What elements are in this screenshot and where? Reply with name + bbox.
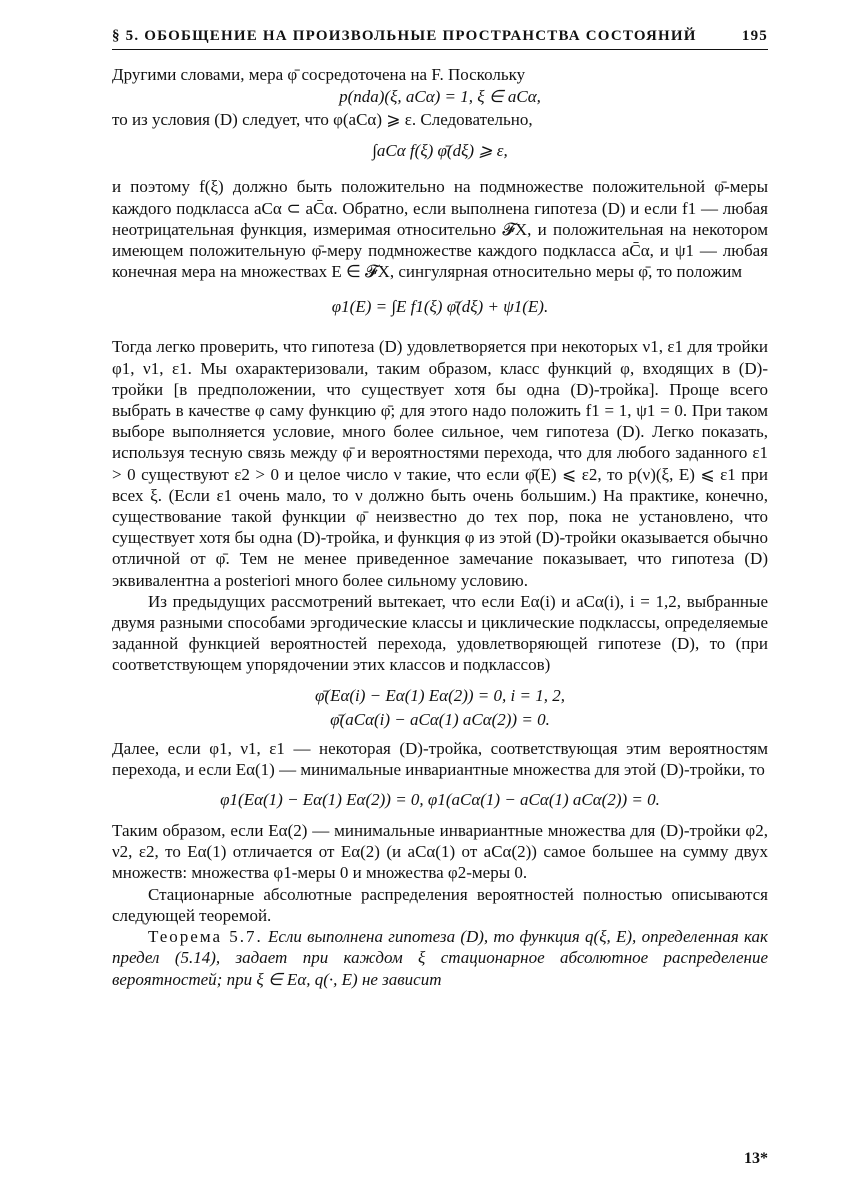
formula-phi1-definition: φ1(E) = ∫E f1(ξ) φ̄(dξ) + ψ1(E). xyxy=(331,297,549,317)
formula-subclass-equality: φ̄(aCα(i) − aCα(1) aCα(2)) = 0. xyxy=(330,709,550,729)
paragraph: Тогда легко проверить, что гипотеза (D) удовлетворяется при некоторых ν1, ε1 для тройки φ1, ν1, ε1. Мы охарактеризовали, таким образом, класс функций φ, входящих в (D)-тройки [в предположении, что существует хотя бы одна (D)-тройка]. Проще всего выбрать в качестве φ саму функцию φ̄; для этого надо положить f1 = 1, ψ1 = 0. При таком выборе выполняется условие, много более сильное, чем гипотеза (D). Легко показать, используя тесную связь между φ̄ и вероятностями перехода, что для любого заданного ε1 > 0 существуют ε2 > 0 и целое число ν такие, что если φ̄(E) ⩽ ε2, то p(ν)(ξ, E) ⩽ ε1 при всех ξ. (Если ε1 очень мало, то ν должно быть очень большим.) На практике, конечно, существование такой функции φ̄ неизвестно до тех пор, пока не установлено, что существует хотя бы одна (D)-тройка, и функция φ из этой (D)-тройки оказывается обычно отличной от φ̄. Тем не менее приведенное замечание показывает, что гипотеза (D) эквивалентна a posteriori много более сильному условию. xyxy=(112,337,768,590)
formula-ergodic-class-equality: φ̄(Eα(i) − Eα(1) Eα(2)) = 0, i = 1, 2, xyxy=(315,685,565,705)
paragraph: и поэтому f(ξ) должно быть положительно на подмножестве положительной φ̄-меры каждого подкласса aCα ⊂ aC̄α. Обратно, если выполнена гипотеза (D) и если f1 — любая неотрицательная функция, измеримая относительно 𝓕X, и положительная на некотором имеющем положительную φ̄-меру подмножестве каждого подкласса aC̄α, и ψ1 — любая конечная мера на множествах E ∈ 𝓕X, сингулярная относительно меры φ̄, то положим xyxy=(112,177,768,282)
formula-minimal-sets: φ1(Eα(1) − Eα(1) Eα(2)) = 0, φ1(aCα(1) − aCα(1) aCα(2)) = 0. xyxy=(220,790,660,810)
theorem-text: Если выполнена гипотеза (D), то функция q(ξ, E), определенная как предел (5.14), задает при каждом ξ стационарное абсолютное распределение вероятностей; при ξ ∈ Eα, q(·, E) не зависит xyxy=(112,927,769,989)
formula-transition-probability: p(nda)(ξ, aCα) = 1, ξ ∈ aCα, xyxy=(339,87,541,107)
paragraph: Таким образом, если Eα(2) — минимальные инвариантные множества для (D)-тройки φ2, ν2, ε2, то Eα(1) отличается от Eα(2) (и aCα(1) от aCα(2)) самое большее на сумму двух множеств: множества φ1-меры 0 и множества φ2-меры 0. xyxy=(112,821,768,883)
paragraph: Из предыдущих рассмотрений вытекает, что если Eα(i) и aCα(i), i = 1,2, выбранные двумя разными способами эргодические классы и циклические подклассы, определяемые заданной функцией вероятностей перехода, удовлетворяющей гипотезе (D), то (при соответствующем упорядочении этих классов и подклассов) xyxy=(112,591,768,675)
text-line: то из условия (D) следует, что φ(aCα) ⩾ ε. Следовательно, xyxy=(112,110,533,130)
formula-integral-bound: ∫aCα f(ξ) φ̄(dξ) ⩾ ε, xyxy=(372,141,508,161)
page-number: 195 xyxy=(741,28,768,44)
text-line: Другими словами, мера φ̄ сосредоточена на F. Поскольку xyxy=(112,65,526,84)
theorem-label: Теорема 5.7. xyxy=(148,927,263,947)
paragraph: Далее, если φ1, ν1, ε1 — некоторая (D)-тройка, соответствующая этим вероятностям перехода, и если Eα(1) — минимальные инвариантные множества для этой (D)-тройки, то xyxy=(112,738,768,779)
running-title: § 5. ОБОБЩЕНИЕ НА ПРОИЗВОЛЬНЫЕ ПРОСТРАНСТВА СОСТОЯНИЙ xyxy=(112,28,697,44)
page xyxy=(112,28,768,990)
paragraph: Стационарные абсолютные распределения вероятностей полностью описываются следующей теоремой. xyxy=(112,884,768,925)
running-header xyxy=(112,28,768,50)
theorem-statement xyxy=(112,926,768,990)
signature-mark: 13* xyxy=(744,1150,768,1167)
